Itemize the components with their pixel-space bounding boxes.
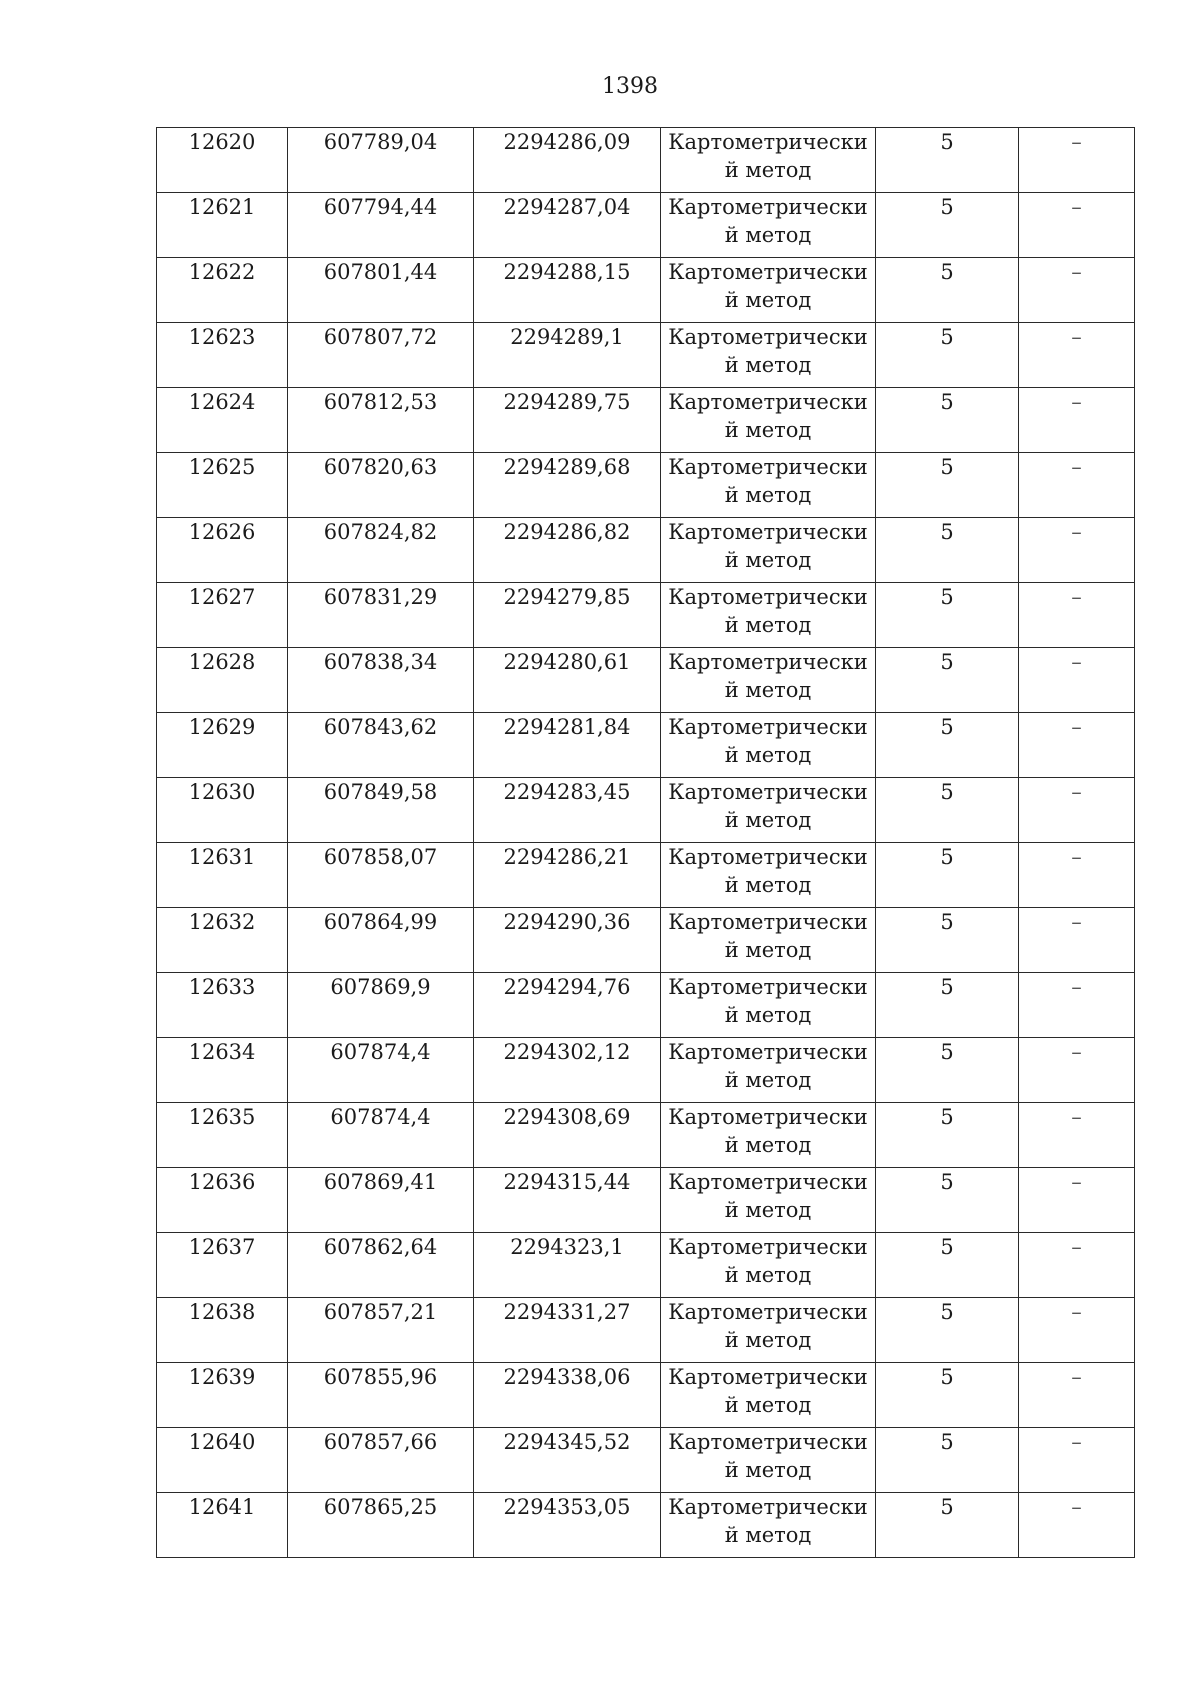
accuracy-cell: 5 xyxy=(876,323,1019,388)
accuracy-cell: 5 xyxy=(876,128,1019,193)
y-coordinate-cell: 2294286,21 xyxy=(474,843,661,908)
accuracy-cell: 5 xyxy=(876,1103,1019,1168)
point-number-cell: 12628 xyxy=(157,648,288,713)
x-coordinate-cell: 607838,34 xyxy=(288,648,474,713)
y-coordinate-cell: 2294315,44 xyxy=(474,1168,661,1233)
table-row xyxy=(157,1233,1135,1298)
method-line-1: Картометрически xyxy=(668,1170,868,1194)
accuracy-cell: 5 xyxy=(876,973,1019,1038)
method-line-1: Картометрически xyxy=(668,715,868,739)
method-line-1: Картометрически xyxy=(668,780,868,804)
note-cell: – xyxy=(1019,908,1135,973)
method-line-1: Картометрически xyxy=(668,975,868,999)
table-row xyxy=(157,1298,1135,1363)
y-coordinate-cell: 2294288,15 xyxy=(474,258,661,323)
y-coordinate-cell: 2294290,36 xyxy=(474,908,661,973)
note-cell: – xyxy=(1019,323,1135,388)
y-coordinate-cell: 2294283,45 xyxy=(474,778,661,843)
method-line-2: й метод xyxy=(724,1328,812,1352)
method-cell xyxy=(661,1493,876,1558)
table-row xyxy=(157,648,1135,713)
method-line-1: Картометрически xyxy=(668,260,868,284)
x-coordinate-cell: 607869,9 xyxy=(288,973,474,1038)
method-cell xyxy=(661,453,876,518)
method-cell xyxy=(661,388,876,453)
accuracy-cell: 5 xyxy=(876,1363,1019,1428)
accuracy-cell: 5 xyxy=(876,1428,1019,1493)
x-coordinate-cell: 607789,04 xyxy=(288,128,474,193)
y-coordinate-cell: 2294294,76 xyxy=(474,973,661,1038)
point-number-cell: 12623 xyxy=(157,323,288,388)
method-line-2: й метод xyxy=(724,678,812,702)
x-coordinate-cell: 607824,82 xyxy=(288,518,474,583)
method-line-1: Картометрически xyxy=(668,650,868,674)
y-coordinate-cell: 2294279,85 xyxy=(474,583,661,648)
method-line-1: Картометрически xyxy=(668,325,868,349)
note-cell: – xyxy=(1019,583,1135,648)
method-cell xyxy=(661,1428,876,1493)
method-line-2: й метод xyxy=(724,483,812,507)
accuracy-cell: 5 xyxy=(876,1233,1019,1298)
method-cell xyxy=(661,1363,876,1428)
accuracy-cell: 5 xyxy=(876,1038,1019,1103)
method-line-2: й метод xyxy=(724,1133,812,1157)
table-row xyxy=(157,843,1135,908)
y-coordinate-cell: 2294289,1 xyxy=(474,323,661,388)
point-number-cell: 12640 xyxy=(157,1428,288,1493)
note-cell: – xyxy=(1019,518,1135,583)
method-line-1: Картометрически xyxy=(668,845,868,869)
method-line-2: й метод xyxy=(724,808,812,832)
method-cell xyxy=(661,128,876,193)
accuracy-cell: 5 xyxy=(876,453,1019,518)
table-row xyxy=(157,258,1135,323)
table-row xyxy=(157,908,1135,973)
x-coordinate-cell: 607869,41 xyxy=(288,1168,474,1233)
y-coordinate-cell: 2294308,69 xyxy=(474,1103,661,1168)
method-line-2: й метод xyxy=(724,1263,812,1287)
coordinates-table-body xyxy=(157,128,1135,1558)
point-number-cell: 12636 xyxy=(157,1168,288,1233)
note-cell: – xyxy=(1019,1428,1135,1493)
method-line-1: Картометрически xyxy=(668,1365,868,1389)
accuracy-cell: 5 xyxy=(876,778,1019,843)
x-coordinate-cell: 607843,62 xyxy=(288,713,474,778)
x-coordinate-cell: 607849,58 xyxy=(288,778,474,843)
method-line-2: й метод xyxy=(724,743,812,767)
note-cell: – xyxy=(1019,258,1135,323)
accuracy-cell: 5 xyxy=(876,908,1019,973)
method-cell xyxy=(661,713,876,778)
table-row xyxy=(157,128,1135,193)
method-line-2: й метод xyxy=(724,1523,812,1547)
table-row xyxy=(157,583,1135,648)
accuracy-cell: 5 xyxy=(876,388,1019,453)
method-line-2: й метод xyxy=(724,1393,812,1417)
method-line-2: й метод xyxy=(724,353,812,377)
method-line-2: й метод xyxy=(724,613,812,637)
accuracy-cell: 5 xyxy=(876,258,1019,323)
table-row xyxy=(157,323,1135,388)
method-line-2: й метод xyxy=(724,548,812,572)
x-coordinate-cell: 607831,29 xyxy=(288,583,474,648)
note-cell: – xyxy=(1019,1103,1135,1168)
method-cell xyxy=(661,648,876,713)
x-coordinate-cell: 607855,96 xyxy=(288,1363,474,1428)
note-cell: – xyxy=(1019,193,1135,258)
note-cell: – xyxy=(1019,973,1135,1038)
accuracy-cell: 5 xyxy=(876,193,1019,258)
point-number-cell: 12630 xyxy=(157,778,288,843)
point-number-cell: 12634 xyxy=(157,1038,288,1103)
x-coordinate-cell: 607801,44 xyxy=(288,258,474,323)
method-line-2: й метод xyxy=(724,288,812,312)
note-cell: – xyxy=(1019,1038,1135,1103)
method-line-1: Картометрически xyxy=(668,455,868,479)
method-cell xyxy=(661,1103,876,1168)
method-cell xyxy=(661,1168,876,1233)
method-line-1: Картометрически xyxy=(668,1430,868,1454)
point-number-cell: 12624 xyxy=(157,388,288,453)
y-coordinate-cell: 2294287,04 xyxy=(474,193,661,258)
y-coordinate-cell: 2294345,52 xyxy=(474,1428,661,1493)
point-number-cell: 12632 xyxy=(157,908,288,973)
table-row xyxy=(157,1493,1135,1558)
point-number-cell: 12620 xyxy=(157,128,288,193)
note-cell: – xyxy=(1019,128,1135,193)
x-coordinate-cell: 607812,53 xyxy=(288,388,474,453)
table-row xyxy=(157,1428,1135,1493)
method-cell xyxy=(661,973,876,1038)
method-cell xyxy=(661,583,876,648)
x-coordinate-cell: 607862,64 xyxy=(288,1233,474,1298)
note-cell: – xyxy=(1019,1493,1135,1558)
x-coordinate-cell: 607807,72 xyxy=(288,323,474,388)
table-row xyxy=(157,1038,1135,1103)
note-cell: – xyxy=(1019,648,1135,713)
x-coordinate-cell: 607865,25 xyxy=(288,1493,474,1558)
method-cell xyxy=(661,1298,876,1363)
point-number-cell: 12638 xyxy=(157,1298,288,1363)
method-line-1: Картометрически xyxy=(668,195,868,219)
accuracy-cell: 5 xyxy=(876,843,1019,908)
note-cell: – xyxy=(1019,453,1135,518)
note-cell: – xyxy=(1019,1168,1135,1233)
table-row xyxy=(157,388,1135,453)
x-coordinate-cell: 607857,21 xyxy=(288,1298,474,1363)
note-cell: – xyxy=(1019,1233,1135,1298)
x-coordinate-cell: 607820,63 xyxy=(288,453,474,518)
table-row xyxy=(157,973,1135,1038)
table-row xyxy=(157,453,1135,518)
y-coordinate-cell: 2294323,1 xyxy=(474,1233,661,1298)
accuracy-cell: 5 xyxy=(876,1493,1019,1558)
table-row xyxy=(157,1363,1135,1428)
table-row xyxy=(157,713,1135,778)
point-number-cell: 12631 xyxy=(157,843,288,908)
y-coordinate-cell: 2294331,27 xyxy=(474,1298,661,1363)
method-cell xyxy=(661,258,876,323)
point-number-cell: 12626 xyxy=(157,518,288,583)
method-cell xyxy=(661,908,876,973)
point-number-cell: 12639 xyxy=(157,1363,288,1428)
y-coordinate-cell: 2294286,82 xyxy=(474,518,661,583)
y-coordinate-cell: 2294353,05 xyxy=(474,1493,661,1558)
method-cell xyxy=(661,1038,876,1103)
method-cell xyxy=(661,843,876,908)
method-line-1: Картометрически xyxy=(668,520,868,544)
point-number-cell: 12637 xyxy=(157,1233,288,1298)
method-line-2: й метод xyxy=(724,1198,812,1222)
accuracy-cell: 5 xyxy=(876,518,1019,583)
method-cell xyxy=(661,778,876,843)
x-coordinate-cell: 607794,44 xyxy=(288,193,474,258)
x-coordinate-cell: 607858,07 xyxy=(288,843,474,908)
point-number-cell: 12629 xyxy=(157,713,288,778)
method-line-1: Картометрически xyxy=(668,130,868,154)
point-number-cell: 12625 xyxy=(157,453,288,518)
method-line-1: Картометрически xyxy=(668,1495,868,1519)
table-row xyxy=(157,193,1135,258)
x-coordinate-cell: 607874,4 xyxy=(288,1103,474,1168)
y-coordinate-cell: 2294289,75 xyxy=(474,388,661,453)
method-cell xyxy=(661,323,876,388)
method-line-2: й метод xyxy=(724,223,812,247)
point-number-cell: 12622 xyxy=(157,258,288,323)
method-line-2: й метод xyxy=(724,1458,812,1482)
method-line-1: Картометрически xyxy=(668,1040,868,1064)
method-line-2: й метод xyxy=(724,158,812,182)
point-number-cell: 12633 xyxy=(157,973,288,1038)
accuracy-cell: 5 xyxy=(876,713,1019,778)
method-line-2: й метод xyxy=(724,1068,812,1092)
method-cell xyxy=(661,518,876,583)
accuracy-cell: 5 xyxy=(876,648,1019,713)
point-number-cell: 12621 xyxy=(157,193,288,258)
method-line-2: й метод xyxy=(724,418,812,442)
accuracy-cell: 5 xyxy=(876,1298,1019,1363)
note-cell: – xyxy=(1019,713,1135,778)
table-row xyxy=(157,518,1135,583)
x-coordinate-cell: 607857,66 xyxy=(288,1428,474,1493)
point-number-cell: 12627 xyxy=(157,583,288,648)
method-line-2: й метод xyxy=(724,938,812,962)
point-number-cell: 12641 xyxy=(157,1493,288,1558)
note-cell: – xyxy=(1019,843,1135,908)
method-line-1: Картометрически xyxy=(668,585,868,609)
x-coordinate-cell: 607874,4 xyxy=(288,1038,474,1103)
y-coordinate-cell: 2294302,12 xyxy=(474,1038,661,1103)
note-cell: – xyxy=(1019,1298,1135,1363)
method-cell xyxy=(661,1233,876,1298)
table-row xyxy=(157,1168,1135,1233)
coordinates-table xyxy=(156,127,1135,1558)
y-coordinate-cell: 2294281,84 xyxy=(474,713,661,778)
note-cell: – xyxy=(1019,388,1135,453)
method-line-2: й метод xyxy=(724,873,812,897)
method-line-1: Картометрически xyxy=(668,1300,868,1324)
table-row xyxy=(157,778,1135,843)
page-number: 1398 xyxy=(602,74,658,99)
y-coordinate-cell: 2294286,09 xyxy=(474,128,661,193)
method-line-1: Картометрически xyxy=(668,1235,868,1259)
method-line-2: й метод xyxy=(724,1003,812,1027)
method-line-1: Картометрически xyxy=(668,1105,868,1129)
table-row xyxy=(157,1103,1135,1168)
method-line-1: Картометрически xyxy=(668,390,868,414)
y-coordinate-cell: 2294289,68 xyxy=(474,453,661,518)
note-cell: – xyxy=(1019,1363,1135,1428)
x-coordinate-cell: 607864,99 xyxy=(288,908,474,973)
method-cell xyxy=(661,193,876,258)
method-line-1: Картометрически xyxy=(668,910,868,934)
accuracy-cell: 5 xyxy=(876,583,1019,648)
accuracy-cell: 5 xyxy=(876,1168,1019,1233)
y-coordinate-cell: 2294280,61 xyxy=(474,648,661,713)
y-coordinate-cell: 2294338,06 xyxy=(474,1363,661,1428)
point-number-cell: 12635 xyxy=(157,1103,288,1168)
note-cell: – xyxy=(1019,778,1135,843)
